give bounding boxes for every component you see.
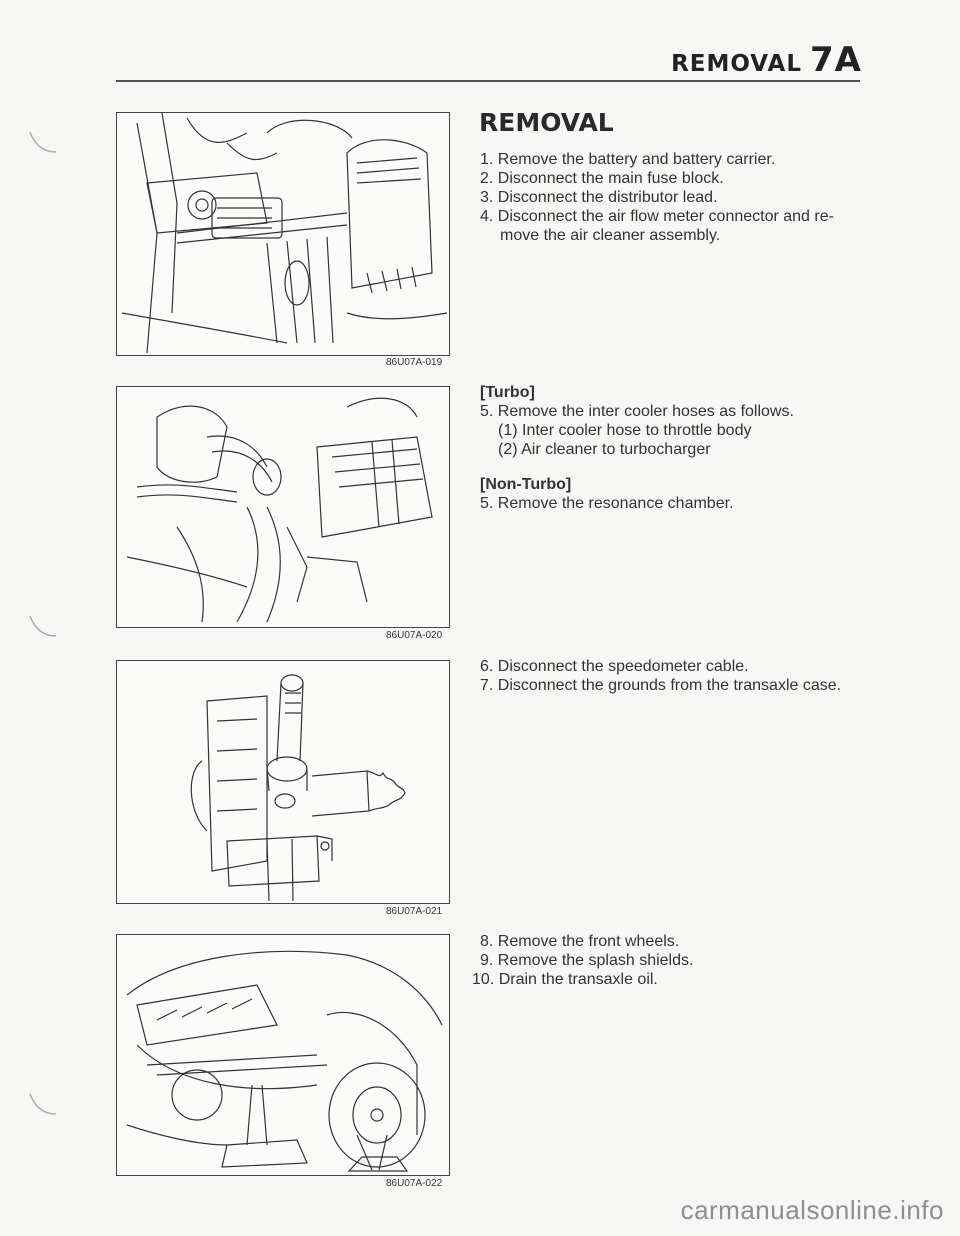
steps-block-2 <box>480 383 794 513</box>
binder-mark-bottom <box>28 1090 58 1118</box>
header-section-number: 7A <box>810 40 862 80</box>
step-1: 1. Remove the battery and battery carrier. <box>480 151 776 168</box>
step-10: 10. Drain the transaxle oil. <box>472 971 658 988</box>
speedometer-cable-illustration <box>117 661 449 903</box>
step-4-continued-text: move the air cleaner assembly. <box>500 227 721 244</box>
steps-block-4 <box>472 932 693 989</box>
figure-caption-1: 86U07A-019 <box>386 357 443 368</box>
section-title: REMOVAL <box>479 108 614 137</box>
steps-block-3 <box>480 657 841 695</box>
header-rule <box>116 80 860 82</box>
binder-mark-middle <box>28 612 58 640</box>
step-4-continued <box>480 226 834 245</box>
binder-mark-top <box>28 128 58 156</box>
step-4: 4. Disconnect the air flow meter connector and re- <box>480 208 834 225</box>
figure-intercooler-hose <box>116 386 450 628</box>
step-5-turbo: 5. Remove the inter cooler hoses as follows. <box>480 403 794 420</box>
non-turbo-heading: [Non-Turbo] <box>480 476 572 493</box>
steps-block-1 <box>480 150 834 245</box>
step-6: 6. Disconnect the speedometer cable. <box>480 658 749 675</box>
intercooler-hose-illustration <box>117 387 449 627</box>
substep-1-text: (1) Inter cooler hose to throttle body <box>498 422 752 439</box>
substep-1 <box>480 421 794 440</box>
step-9 <box>472 951 693 970</box>
step-3: 3. Disconnect the distributor lead. <box>480 189 718 206</box>
figure-caption-4: 86U07A-022 <box>386 1178 443 1189</box>
step-8-text: 8. Remove the front wheels. <box>480 933 680 950</box>
engine-bay-illustration <box>117 113 449 355</box>
substep-2 <box>480 440 794 459</box>
spacer <box>480 459 794 475</box>
page-header <box>671 40 862 80</box>
step-8 <box>472 932 693 951</box>
figure-engine-bay <box>116 112 450 356</box>
header-word: REMOVAL <box>671 51 803 77</box>
step-7: 7. Disconnect the grounds from the transaxle case. <box>480 677 842 694</box>
figure-caption-2: 86U07A-020 <box>386 630 443 641</box>
turbo-heading: [Turbo] <box>480 384 535 401</box>
car-on-stands-illustration <box>117 935 449 1175</box>
step-2: 2. Disconnect the main fuse block. <box>480 170 724 187</box>
footer-watermark: carmanualsonline.info <box>680 1195 944 1225</box>
step-5-non-turbo: 5. Remove the resonance chamber. <box>480 495 734 512</box>
substep-2-text: (2) Air cleaner to turbocharger <box>498 441 711 458</box>
figure-car-on-stands <box>116 934 450 1176</box>
figure-caption-3: 86U07A-021 <box>386 906 443 917</box>
step-9-text: 9. Remove the splash shields. <box>480 952 694 969</box>
figure-speedometer-cable <box>116 660 450 904</box>
